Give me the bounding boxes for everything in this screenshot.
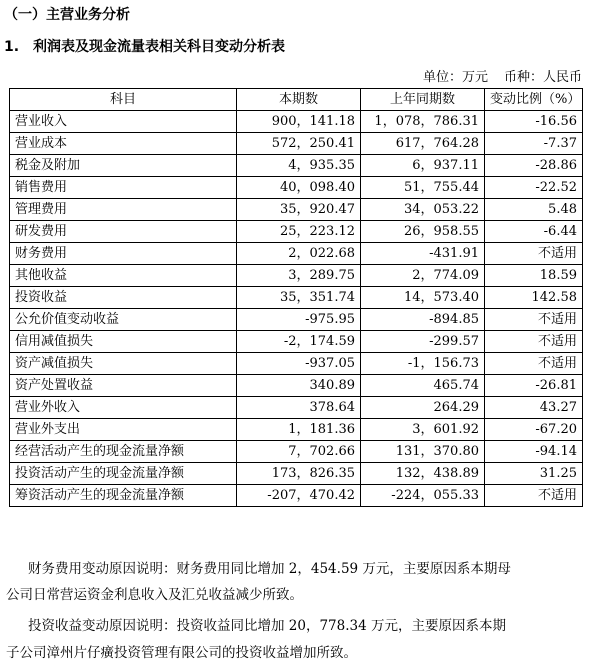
row-change-pct: 5.48 xyxy=(485,199,583,221)
row-item-name: 信用减值损失 xyxy=(10,331,237,353)
row-change-pct: -6.44 xyxy=(485,221,583,243)
row-prior-value: 131，370.80 xyxy=(361,441,485,463)
row-prior-value: 14，573.40 xyxy=(361,287,485,309)
row-item-name: 筹资活动产生的现金流量净额 xyxy=(10,485,237,507)
row-prior-value: 34，053.22 xyxy=(361,199,485,221)
row-change-pct: -7.37 xyxy=(485,133,583,155)
row-current-value: 4，935.35 xyxy=(237,155,361,177)
row-prior-value: 264.29 xyxy=(361,397,485,419)
row-current-value: 173，826.35 xyxy=(237,463,361,485)
row-prior-value: -1，156.73 xyxy=(361,353,485,375)
row-change-pct: -28.86 xyxy=(485,155,583,177)
row-change-pct: 不适用 xyxy=(485,309,583,331)
row-change-pct: 不适用 xyxy=(485,243,583,265)
row-current-value: -207，470.42 xyxy=(237,485,361,507)
row-prior-value: 617，764.28 xyxy=(361,133,485,155)
subsection-title: 1. 利润表及现金流量表相关科目变动分析表 xyxy=(4,39,286,55)
row-prior-value: -431.91 xyxy=(361,243,485,265)
row-item-name: 营业外支出 xyxy=(10,419,237,441)
row-change-pct: -22.52 xyxy=(485,177,583,199)
income-cashflow-table xyxy=(9,88,583,507)
row-change-pct: -67.20 xyxy=(485,419,583,441)
row-item-name: 资产减值损失 xyxy=(10,353,237,375)
finance-note-line2: 公司日常营运资金利息收入及汇兑收益减少所致。 xyxy=(6,587,303,603)
row-change-pct: 31.25 xyxy=(485,463,583,485)
row-current-value: 35，351.74 xyxy=(237,287,361,309)
table-row xyxy=(10,375,583,397)
row-prior-value: 26，958.55 xyxy=(361,221,485,243)
row-current-value: -2，174.59 xyxy=(237,331,361,353)
table-row xyxy=(10,463,583,485)
row-item-name: 经营活动产生的现金流量净额 xyxy=(10,441,237,463)
table-row xyxy=(10,133,583,155)
col-header-prior: 上年同期数 xyxy=(361,89,485,111)
table-row xyxy=(10,221,583,243)
row-prior-value: 3，601.92 xyxy=(361,419,485,441)
table-row xyxy=(10,243,583,265)
finance-note-line1: 财务费用变动原因说明：财务费用同比增加 2，454.59 万元，主要原因系本期母 xyxy=(28,561,511,577)
table-row xyxy=(10,485,583,507)
row-item-name: 营业成本 xyxy=(10,133,237,155)
row-change-pct: -16.56 xyxy=(485,111,583,133)
table-row xyxy=(10,265,583,287)
col-header-current: 本期数 xyxy=(237,89,361,111)
row-current-value: 340.89 xyxy=(237,375,361,397)
section-title: （一）主营业务分析 xyxy=(4,7,130,23)
row-prior-value: 1，078，786.31 xyxy=(361,111,485,133)
invest-note-line1: 投资收益变动原因说明：投资收益同比增加 20，778.34 万元，主要原因系本期 xyxy=(28,618,506,634)
currency-label: 币种：人民币 xyxy=(503,70,582,85)
row-current-value: 1，181.36 xyxy=(237,419,361,441)
table-row xyxy=(10,111,583,133)
row-prior-value: 6，937.11 xyxy=(361,155,485,177)
table-row xyxy=(10,331,583,353)
table-row xyxy=(10,155,583,177)
table-row xyxy=(10,199,583,221)
row-prior-value: 51，755.44 xyxy=(361,177,485,199)
row-item-name: 投资收益 xyxy=(10,287,237,309)
row-change-pct: 不适用 xyxy=(485,485,583,507)
table-row xyxy=(10,419,583,441)
row-change-pct: 142.58 xyxy=(485,287,583,309)
row-current-value: 3，289.75 xyxy=(237,265,361,287)
row-current-value: 572，250.41 xyxy=(237,133,361,155)
row-current-value: 7，702.66 xyxy=(237,441,361,463)
table-row xyxy=(10,177,583,199)
row-change-pct: 不适用 xyxy=(485,331,583,353)
row-item-name: 其他收益 xyxy=(10,265,237,287)
row-current-value: 378.64 xyxy=(237,397,361,419)
row-item-name: 投资活动产生的现金流量净额 xyxy=(10,463,237,485)
row-current-value: -937.05 xyxy=(237,353,361,375)
row-current-value: 25，223.12 xyxy=(237,221,361,243)
row-change-pct: -26.81 xyxy=(485,375,583,397)
row-current-value: -975.95 xyxy=(237,309,361,331)
row-item-name: 财务费用 xyxy=(10,243,237,265)
col-header-change: 变动比例（%） xyxy=(485,89,583,111)
table-row xyxy=(10,309,583,331)
col-header-item: 科目 xyxy=(10,89,237,111)
row-prior-value: 2，774.09 xyxy=(361,265,485,287)
row-item-name: 营业外收入 xyxy=(10,397,237,419)
row-item-name: 资产处置收益 xyxy=(10,375,237,397)
row-change-pct: 不适用 xyxy=(485,353,583,375)
table-row xyxy=(10,397,583,419)
unit-label: 单位：万元 xyxy=(422,70,488,85)
unit-line xyxy=(407,66,582,85)
row-prior-value: 465.74 xyxy=(361,375,485,397)
row-prior-value: 132，438.89 xyxy=(361,463,485,485)
row-item-name: 研发费用 xyxy=(10,221,237,243)
row-change-pct: 43.27 xyxy=(485,397,583,419)
row-current-value: 35，920.47 xyxy=(237,199,361,221)
invest-note-line2: 子公司漳州片仔癀投资管理有限公司的投资收益增加所致。 xyxy=(6,645,357,661)
row-item-name: 营业收入 xyxy=(10,111,237,133)
row-prior-value: -224，055.33 xyxy=(361,485,485,507)
row-prior-value: -299.57 xyxy=(361,331,485,353)
row-item-name: 公允价值变动收益 xyxy=(10,309,237,331)
row-current-value: 2，022.68 xyxy=(237,243,361,265)
row-prior-value: -894.85 xyxy=(361,309,485,331)
row-change-pct: 18.59 xyxy=(485,265,583,287)
row-current-value: 900，141.18 xyxy=(237,111,361,133)
row-item-name: 税金及附加 xyxy=(10,155,237,177)
row-item-name: 管理费用 xyxy=(10,199,237,221)
table-header-row xyxy=(10,89,583,111)
row-change-pct: -94.14 xyxy=(485,441,583,463)
row-current-value: 40，098.40 xyxy=(237,177,361,199)
row-item-name: 销售费用 xyxy=(10,177,237,199)
table-row xyxy=(10,353,583,375)
table-row xyxy=(10,441,583,463)
table-row xyxy=(10,287,583,309)
